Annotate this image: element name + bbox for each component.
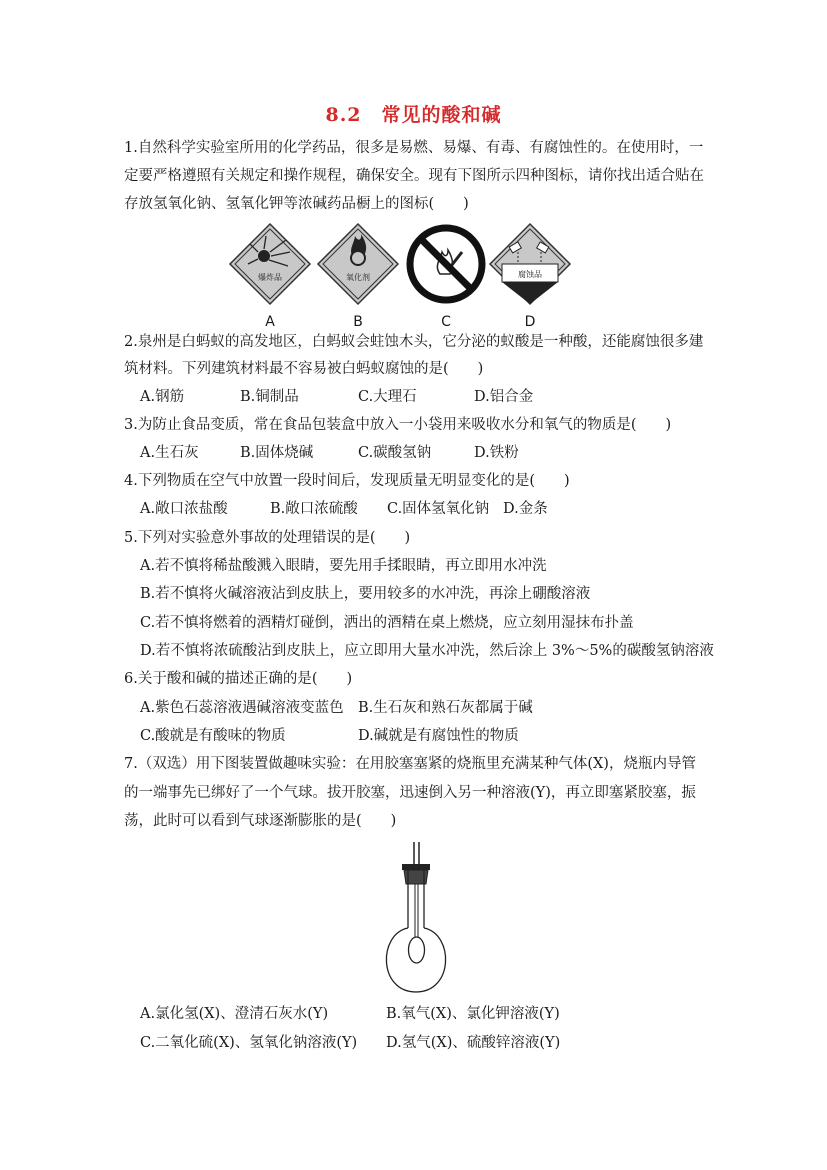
question-7-option-b: B.氧气(X)、氯化钾溶液(Y) xyxy=(386,1006,560,1022)
flask-diagram xyxy=(370,840,460,1000)
sign-a-label: 爆炸品 xyxy=(258,273,282,282)
no-fire-icon xyxy=(404,222,488,310)
question-2-line-1: 2.泉州是白蚂蚁的高发地区，白蚂蚁会蛀蚀木头，它分泌的蚁酸是一种酸，还能腐蚀很多建 xyxy=(124,334,704,350)
sign-b-label: 氧化剂 xyxy=(346,273,370,282)
question-4-line-1: 4.下列物质在空气中放置一段时间后，发现质量无明显变化的是( ) xyxy=(124,473,570,489)
question-6-option-d: D.碱就是有腐蚀性的物质 xyxy=(358,728,519,744)
question-1-line-3: 存放氢氧化钠、氢氧化钾等浓碱药品橱上的图标( ) xyxy=(124,196,469,212)
question-7-line-3: 荡，此时可以看到气球逐渐膨胀的是( ) xyxy=(124,813,397,829)
question-6-line-1: 6.关于酸和碱的描述正确的是( ) xyxy=(124,671,353,687)
question-5-option-d: D.若不慎将浓硫酸沾到皮肤上，应立即用大量水冲洗，然后涂上 3%～5%的碳酸氢钠溶液 xyxy=(140,643,714,659)
question-7-option-c: C.二氧化硫(X)、氢氧化钠溶液(Y) xyxy=(140,1035,358,1051)
explosive-icon xyxy=(228,222,312,310)
question-7-line-1: 7.（双选）用下图装置做趣味实验：在用胶塞塞紧的烧瓶里充满某种气体(X)，烧瓶内导管 xyxy=(124,756,696,772)
question-1-line-1: 1.自然科学实验室所用的化学药品，很多是易燃、易爆、有毒、有腐蚀性的。在使用时，一 xyxy=(124,140,704,156)
question-5-option-c: C.若不慎将燃着的酒精灯碰倒，洒出的酒精在桌上燃烧，应立刻用湿抹布扑盖 xyxy=(140,615,634,631)
question-6-option-a: A.紫色石蕊溶液遇碱溶液变蓝色 xyxy=(140,700,344,716)
sign-d xyxy=(488,222,572,330)
question-4-option-c: C.固体氢氧化钠 xyxy=(387,501,490,517)
sign-a-letter: A xyxy=(265,314,275,330)
question-1-line-2: 定要严格遵照有关规定和操作规程，确保安全。现有下图所示四种图标，请你找出适合贴在 xyxy=(124,168,704,184)
question-2-option-b: B.铜制品 xyxy=(240,389,299,405)
question-4-option-a: A.敞口浓盐酸 xyxy=(140,501,228,517)
question-7-option-a: A.氯化氢(X)、澄清石灰水(Y) xyxy=(140,1006,329,1022)
question-6-option-b: B.生石灰和熟石灰都属于碱 xyxy=(358,700,533,716)
question-3-option-d: D.铁粉 xyxy=(474,445,519,461)
sign-b-letter: B xyxy=(353,314,363,330)
sign-a xyxy=(228,222,312,330)
sign-b xyxy=(316,222,400,330)
question-4-option-d: D.金条 xyxy=(503,501,548,517)
question-3-option-c: C.碳酸氢钠 xyxy=(358,445,432,461)
corrosive-icon xyxy=(488,222,572,310)
page-title: 8.2 常见的酸和碱 xyxy=(325,104,502,126)
question-7-option-d: D.氢气(X)、硫酸锌溶液(Y) xyxy=(386,1035,561,1051)
question-2-line-2: 筑材料。下列建筑材料最不容易被白蚂蚁腐蚀的是( ) xyxy=(124,361,484,377)
question-4-option-b: B.敞口浓硫酸 xyxy=(270,501,358,517)
sign-c xyxy=(404,222,488,330)
question-6-option-c: C.酸就是有酸味的物质 xyxy=(140,728,286,744)
question-2-option-d: D.铝合金 xyxy=(474,389,534,405)
question-5-line-1: 5.下列对实验意外事故的处理错误的是( ) xyxy=(124,530,411,546)
question-5-option-a: A.若不慎将稀盐酸溅入眼睛，要先用手揉眼睛，再立即用水冲洗 xyxy=(140,558,547,574)
sign-d-label: 腐蚀品 xyxy=(518,270,542,279)
question-5-option-b: B.若不慎将火碱溶液沾到皮肤上，要用较多的水冲洗，再涂上硼酸溶液 xyxy=(140,586,591,602)
question-2-option-c: C.大理石 xyxy=(358,389,417,405)
oxidizer-icon xyxy=(316,222,400,310)
sign-c-letter: C xyxy=(441,314,451,330)
sign-d-letter: D xyxy=(524,314,536,330)
hazard-signs-row xyxy=(228,222,572,330)
question-3-line-1: 3.为防止食品变质，常在食品包装盒中放入一小袋用来吸收水分和氧气的物质是( ) xyxy=(124,417,672,433)
question-2-option-a: A.钢筋 xyxy=(140,389,185,405)
question-3-option-a: A.生石灰 xyxy=(140,445,199,461)
question-3-option-b: B.固体烧碱 xyxy=(240,445,314,461)
question-7-line-2: 的一端事先已绑好了一个气球。拔开胶塞，迅速倒入另一种溶液(Y)，再立即塞紧胶塞，振 xyxy=(124,785,696,801)
